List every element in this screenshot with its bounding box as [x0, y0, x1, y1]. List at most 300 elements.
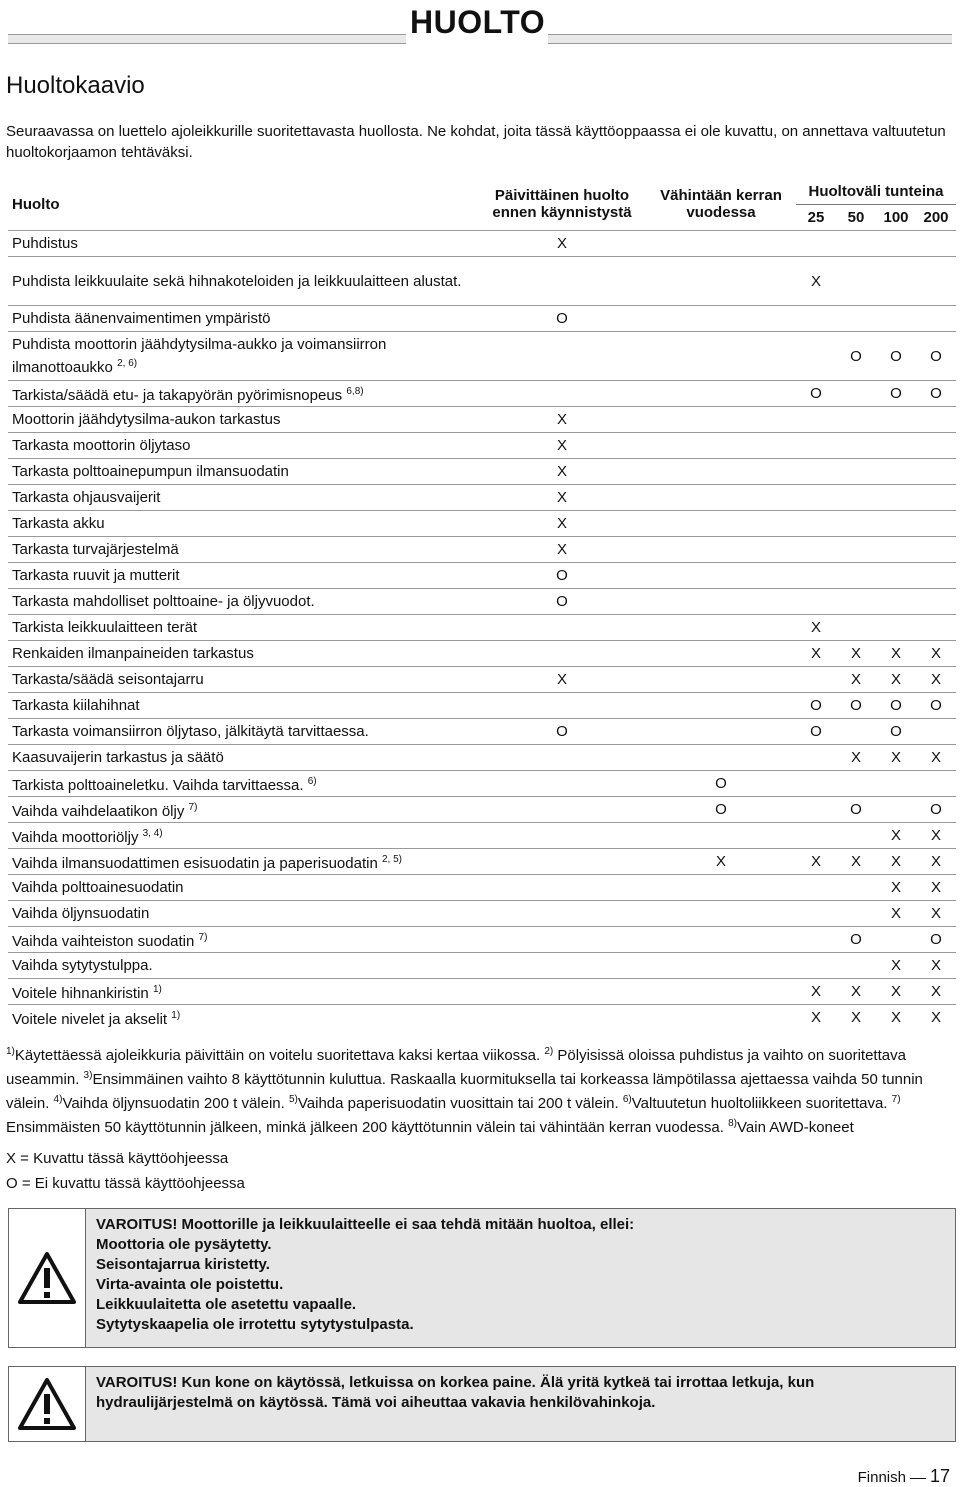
mark-daily [478, 875, 646, 901]
legend-o: O = Ei kuvattu tässä käyttöohjeessa [6, 1175, 245, 1192]
mark-h200 [916, 771, 956, 797]
mark-daily [478, 797, 646, 823]
mark-yearly [646, 615, 796, 641]
mark-h50 [836, 537, 876, 563]
mark-h25: O [796, 693, 836, 719]
mark-h100 [876, 459, 916, 485]
task-label: Puhdistus [12, 235, 78, 252]
mark-h25 [796, 797, 836, 823]
section-title: Huoltokaavio [6, 72, 145, 99]
mark-yearly [646, 641, 796, 667]
mark-h200: O [916, 332, 956, 381]
mark-daily: O [478, 589, 646, 615]
mark-h50: O [836, 693, 876, 719]
mark-h200: X [916, 745, 956, 771]
mark-daily [478, 979, 646, 1005]
task-cell [8, 231, 478, 257]
header-h200: 200 [916, 205, 956, 231]
mark-h200 [916, 563, 956, 589]
warning-line: VAROITUS! Moottorille ja leikkuulaitteelle ei saa tehdä mitään huoltoa, ellei: [96, 1216, 635, 1233]
mark-h25 [796, 901, 836, 927]
mark-daily: O [478, 719, 646, 745]
mark-h25 [796, 537, 836, 563]
legend-x: X = Kuvattu tässä käyttöohjeessa [6, 1150, 229, 1167]
mark-daily: X [478, 667, 646, 693]
mark-h25 [796, 745, 836, 771]
mark-h100: X [876, 875, 916, 901]
task-label: Tarkasta turvajärjestelmä [12, 541, 179, 558]
table-row [8, 693, 956, 719]
task-label: Tarkasta mahdolliset polttoaine- ja öljyvuodot. [12, 593, 315, 610]
task-label: Tarkasta kiilahihnat [12, 697, 140, 714]
task-label: Voitele nivelet ja akselit [12, 1011, 168, 1028]
mark-h25 [796, 953, 836, 979]
mark-h100: X [876, 641, 916, 667]
footnote-ref: 7) [188, 802, 198, 813]
task-label: Tarkasta/säädä seisontajarru [12, 671, 204, 688]
footnotes [6, 1042, 950, 1138]
mark-h50 [836, 563, 876, 589]
mark-daily: X [478, 433, 646, 459]
task-label: Puhdista äänenvaimentimen ympäristö [12, 310, 271, 327]
mark-daily [478, 332, 646, 381]
table-row [8, 511, 956, 537]
warning-triangle-icon [18, 1378, 76, 1430]
mark-h50: O [836, 927, 876, 953]
intro-text: Seuraavassa on luettelo ajoleikkurille suoritettavasta huollosta. Ne kohdat, joita tässä käyttöoppaassa ei ole kuvattu, on annettava valtuutetun huoltokorjaamon tehtäväksi. [6, 123, 946, 161]
mark-h50: X [836, 979, 876, 1005]
footnote-number: 8) [728, 1118, 738, 1129]
header-interval: Huoltoväli tunteina [808, 182, 944, 200]
task-label: Tarkista/säädä etu- ja takapyörän pyörimisnopeus [12, 387, 343, 404]
task-label: Puhdista moottorin jäähdytysilma-aukko ja voimansiirron ilmanottoaukko [12, 336, 387, 376]
mark-daily: X [478, 537, 646, 563]
mark-h100: O [876, 719, 916, 745]
warning-line: Sytytyskaapelia ole irrotettu sytytystulpasta. [96, 1316, 414, 1333]
footnote-number: 4) [53, 1094, 63, 1105]
mark-daily [478, 381, 646, 407]
mark-h200: X [916, 901, 956, 927]
mark-h100: X [876, 953, 916, 979]
table-row [8, 485, 956, 511]
footnote-text: Vaihda paperisuodatin vuosittain tai 200 t välein. [297, 1095, 623, 1112]
mark-h100: O [876, 693, 916, 719]
task-label: Voitele hihnankiristin [12, 985, 149, 1002]
task-cell [8, 332, 478, 381]
footnote-number: 2) [544, 1046, 554, 1057]
warning-line: Moottoria ole pysäytetty. [96, 1236, 272, 1253]
warning-text-maintenance [86, 1209, 955, 1347]
mark-h100: X [876, 849, 916, 875]
mark-h200: X [916, 953, 956, 979]
mark-h50 [836, 407, 876, 433]
mark-h100: X [876, 1005, 916, 1031]
table-row [8, 667, 956, 693]
mark-h50 [836, 485, 876, 511]
task-cell [8, 407, 478, 433]
mark-h50: X [836, 745, 876, 771]
task-cell [8, 901, 478, 927]
footnote-ref: 2, 6) [117, 358, 138, 369]
mark-daily [478, 823, 646, 849]
mark-daily [478, 901, 646, 927]
mark-h200 [916, 537, 956, 563]
mark-h25: O [796, 719, 836, 745]
mark-yearly [646, 332, 796, 381]
mark-h50 [836, 823, 876, 849]
mark-h100 [876, 485, 916, 511]
mark-h200: X [916, 875, 956, 901]
warning-text-hydraulics: VAROITUS! Kun kone on käytössä, letkuissa on korkea paine. Älä yritä kytkeä tai irrottaa letkuja, kun hydraulijärjestelmä on käytössä. Tämä voi aiheuttaa vakavia henkilövahinkoja. [86, 1367, 955, 1441]
task-cell [8, 459, 478, 485]
task-cell [8, 823, 478, 849]
footnote-text: Vain AWD-koneet [737, 1119, 854, 1136]
mark-h100 [876, 537, 916, 563]
table-row [8, 953, 956, 979]
header-daily: Päivittäinen huolto ennen käynnistystä [492, 187, 632, 221]
mark-h100: X [876, 823, 916, 849]
mark-h50 [836, 511, 876, 537]
mark-h50: X [836, 849, 876, 875]
mark-daily [478, 849, 646, 875]
mark-h25: X [796, 1005, 836, 1031]
mark-yearly [646, 979, 796, 1005]
mark-h200 [916, 433, 956, 459]
mark-yearly [646, 953, 796, 979]
mark-h25 [796, 563, 836, 589]
warning-icon-cell [9, 1367, 86, 1441]
footnote-ref: 1) [152, 984, 162, 995]
mark-h25: O [796, 381, 836, 407]
task-cell [8, 719, 478, 745]
schedule-body [8, 231, 956, 1031]
mark-h200: O [916, 381, 956, 407]
mark-daily [478, 615, 646, 641]
mark-h200: X [916, 667, 956, 693]
mark-daily: O [478, 306, 646, 332]
task-label: Vaihda öljynsuodatin [12, 905, 150, 922]
header-h100: 100 [876, 205, 916, 231]
footnote-number: 7) [891, 1094, 901, 1105]
task-cell [8, 979, 478, 1005]
mark-h100: O [876, 332, 916, 381]
table-row [8, 1005, 956, 1031]
mark-h200: X [916, 641, 956, 667]
task-label: Tarkasta voimansiirron öljytaso, jälkitäytä tarvittaessa. [12, 723, 369, 740]
table-row [8, 615, 956, 641]
mark-h25 [796, 485, 836, 511]
header-rule-right [548, 34, 952, 44]
table-row [8, 589, 956, 615]
mark-daily: X [478, 407, 646, 433]
mark-h25 [796, 511, 836, 537]
task-cell [8, 306, 478, 332]
warning-box-hydraulics [8, 1366, 956, 1442]
mark-h200 [916, 589, 956, 615]
mark-h200 [916, 407, 956, 433]
mark-h50 [836, 433, 876, 459]
mark-h25 [796, 433, 836, 459]
mark-yearly [646, 927, 796, 953]
mark-yearly [646, 306, 796, 332]
mark-h100 [876, 231, 916, 257]
task-cell [8, 563, 478, 589]
page-footer [858, 1466, 950, 1487]
mark-h25 [796, 875, 836, 901]
mark-h25 [796, 231, 836, 257]
mark-h100 [876, 257, 916, 306]
task-label: Vaihda ilmansuodattimen esisuodatin ja paperisuodatin [12, 855, 378, 872]
table-row [8, 979, 956, 1005]
mark-yearly [646, 407, 796, 433]
task-cell [8, 1005, 478, 1031]
mark-yearly [646, 719, 796, 745]
mark-yearly [646, 381, 796, 407]
task-label: Renkaiden ilmanpaineiden tarkastus [12, 645, 254, 662]
table-row [8, 306, 956, 332]
mark-h50 [836, 901, 876, 927]
task-label: Tarkista polttoaineletku. Vaihda tarvittaessa. [12, 777, 304, 794]
task-label: Moottorin jäähdytysilma-aukon tarkastus [12, 411, 281, 428]
mark-yearly [646, 901, 796, 927]
mark-h200 [916, 511, 956, 537]
table-row [8, 875, 956, 901]
mark-h25 [796, 771, 836, 797]
mark-h200: X [916, 979, 956, 1005]
footnote-ref: 3, 4) [142, 828, 163, 839]
task-label: Tarkasta ohjausvaijerit [12, 489, 161, 506]
table-row [8, 563, 956, 589]
mark-h50: X [836, 1005, 876, 1031]
footnote-number: 3) [83, 1070, 93, 1081]
mark-h100: X [876, 901, 916, 927]
mark-h200: X [916, 849, 956, 875]
mark-daily [478, 693, 646, 719]
mark-daily: O [478, 563, 646, 589]
warning-icon-cell [9, 1209, 86, 1347]
footnote-text: Ensimmäisten 50 käyttötunnin jälkeen, minkä jälkeen 200 käyttötunnin välein tai vähintään kerran vuodessa. [6, 1119, 729, 1136]
task-label: Puhdista leikkuulaite sekä hihnakoteloiden ja leikkuulaitteen alustat. [12, 272, 462, 290]
mark-h25 [796, 667, 836, 693]
mark-daily [478, 927, 646, 953]
mark-yearly [646, 745, 796, 771]
task-label: Tarkasta moottorin öljytaso [12, 437, 191, 454]
footnote-ref: 6,8) [346, 386, 364, 397]
task-cell [8, 771, 478, 797]
mark-h200: X [916, 1005, 956, 1031]
warning-triangle-icon [18, 1252, 76, 1304]
mark-h200 [916, 306, 956, 332]
header-rule-left [8, 34, 406, 44]
mark-yearly [646, 433, 796, 459]
mark-h200 [916, 615, 956, 641]
task-cell [8, 927, 478, 953]
task-label: Vaihda vaihdelaatikon öljy [12, 803, 185, 820]
table-row [8, 537, 956, 563]
mark-yearly [646, 563, 796, 589]
task-cell [8, 745, 478, 771]
task-label: Vaihda sytytystulppa. [12, 957, 153, 974]
footer-dash [910, 1478, 926, 1479]
mark-h25: X [796, 979, 836, 1005]
task-label: Vaihda polttoainesuodatin [12, 879, 184, 896]
footnote-text: Ensimmäinen vaihto 8 käyttötunnin kuluttua. Raskaalla kuormituksella tai korkeassa lämpötilassa ajettaessa vaihda 50 tunnin välein. [6, 1071, 923, 1112]
table-row [8, 849, 956, 875]
table-row [8, 257, 956, 306]
task-cell [8, 875, 478, 901]
task-label: Tarkista leikkuulaitteen terät [12, 619, 198, 636]
mark-yearly [646, 875, 796, 901]
task-cell [8, 511, 478, 537]
footnote-text: Pölyisissä oloissa puhdistus ja vaihto on suoritettava useammin. [6, 1047, 906, 1088]
mark-h100 [876, 771, 916, 797]
mark-h200: X [916, 823, 956, 849]
table-row [8, 719, 956, 745]
mark-h50 [836, 381, 876, 407]
mark-h25 [796, 306, 836, 332]
mark-yearly: X [646, 849, 796, 875]
mark-yearly: O [646, 771, 796, 797]
task-label: Tarkasta polttoainepumpun ilmansuodatin [12, 463, 289, 480]
task-label: Tarkasta akku [12, 515, 105, 532]
mark-daily: X [478, 485, 646, 511]
task-cell [8, 667, 478, 693]
footnote-text: Valtuutetun huoltoliikkeen suoritettava. [631, 1095, 892, 1112]
mark-daily [478, 641, 646, 667]
mark-h100 [876, 407, 916, 433]
mark-h50: X [836, 667, 876, 693]
mark-h25: X [796, 641, 836, 667]
mark-yearly [646, 231, 796, 257]
mark-h100: X [876, 979, 916, 1005]
mark-yearly [646, 589, 796, 615]
task-label: Vaihda vaihteiston suodatin [12, 933, 195, 950]
table-row [8, 231, 956, 257]
mark-yearly [646, 485, 796, 511]
mark-h50: O [836, 332, 876, 381]
mark-h200: O [916, 693, 956, 719]
task-label: Tarkasta ruuvit ja mutterit [12, 567, 180, 584]
footnote-ref: 2, 5) [381, 854, 402, 865]
mark-h25: X [796, 615, 836, 641]
footnote-ref: 7) [198, 932, 208, 943]
mark-daily: X [478, 511, 646, 537]
task-cell [8, 849, 478, 875]
mark-yearly: O [646, 797, 796, 823]
mark-h100 [876, 589, 916, 615]
mark-h100 [876, 433, 916, 459]
mark-h50 [836, 953, 876, 979]
warning-line: Leikkuulaitetta ole asetettu vapaalle. [96, 1296, 357, 1313]
mark-yearly [646, 511, 796, 537]
mark-daily [478, 953, 646, 979]
mark-h100 [876, 563, 916, 589]
header-yearly: Vähintään kerran vuodessa [660, 187, 782, 221]
mark-h25 [796, 407, 836, 433]
table-row [8, 771, 956, 797]
task-cell [8, 589, 478, 615]
mark-h200 [916, 485, 956, 511]
table-row [8, 901, 956, 927]
header-h25: 25 [796, 205, 836, 231]
mark-h100 [876, 797, 916, 823]
mark-daily [478, 771, 646, 797]
task-label: Vaihda moottoriöljy [12, 829, 139, 846]
task-cell [8, 537, 478, 563]
mark-h50 [836, 719, 876, 745]
mark-h50 [836, 231, 876, 257]
task-cell [8, 953, 478, 979]
mark-h100 [876, 927, 916, 953]
table-row [8, 641, 956, 667]
mark-h50 [836, 306, 876, 332]
warning-line: Virta-avainta ole poistettu. [96, 1276, 284, 1293]
mark-h200 [916, 719, 956, 745]
mark-h50 [836, 875, 876, 901]
task-cell [8, 485, 478, 511]
mark-yearly [646, 459, 796, 485]
mark-h100 [876, 306, 916, 332]
mark-h200 [916, 257, 956, 306]
mark-h50: X [836, 641, 876, 667]
mark-h100 [876, 615, 916, 641]
page-number: 17 [929, 1466, 950, 1486]
header-huolto: Huolto [12, 195, 60, 213]
mark-h200 [916, 459, 956, 485]
mark-h50 [836, 459, 876, 485]
mark-yearly [646, 667, 796, 693]
task-label: Kaasuvaijerin tarkastus ja säätö [12, 749, 224, 766]
table-row [8, 745, 956, 771]
mark-h25: X [796, 849, 836, 875]
footer-language: Finnish [857, 1469, 906, 1486]
table-row [8, 823, 956, 849]
mark-daily: X [478, 231, 646, 257]
footnote-number: 6) [622, 1094, 632, 1105]
table-row [8, 407, 956, 433]
page-header-title: HUOLTO [410, 4, 546, 40]
table-row [8, 797, 956, 823]
task-cell [8, 257, 478, 306]
warning-box-maintenance [8, 1208, 956, 1348]
footnote-number: 5) [288, 1094, 298, 1105]
task-cell [8, 693, 478, 719]
mark-h200: O [916, 797, 956, 823]
mark-h25 [796, 927, 836, 953]
mark-h100 [876, 511, 916, 537]
mark-daily [478, 257, 646, 306]
task-cell [8, 381, 478, 407]
mark-daily [478, 745, 646, 771]
mark-daily: X [478, 459, 646, 485]
footnote-number: 1) [6, 1046, 15, 1057]
mark-h100: O [876, 381, 916, 407]
table-row [8, 927, 956, 953]
mark-h50 [836, 589, 876, 615]
mark-yearly [646, 823, 796, 849]
mark-h25 [796, 332, 836, 381]
table-row [8, 381, 956, 407]
mark-h100: X [876, 667, 916, 693]
mark-h25 [796, 823, 836, 849]
mark-h25 [796, 589, 836, 615]
mark-h200: O [916, 927, 956, 953]
table-row [8, 459, 956, 485]
mark-h50 [836, 615, 876, 641]
mark-daily [478, 1005, 646, 1031]
mark-yearly [646, 1005, 796, 1031]
mark-yearly [646, 257, 796, 306]
